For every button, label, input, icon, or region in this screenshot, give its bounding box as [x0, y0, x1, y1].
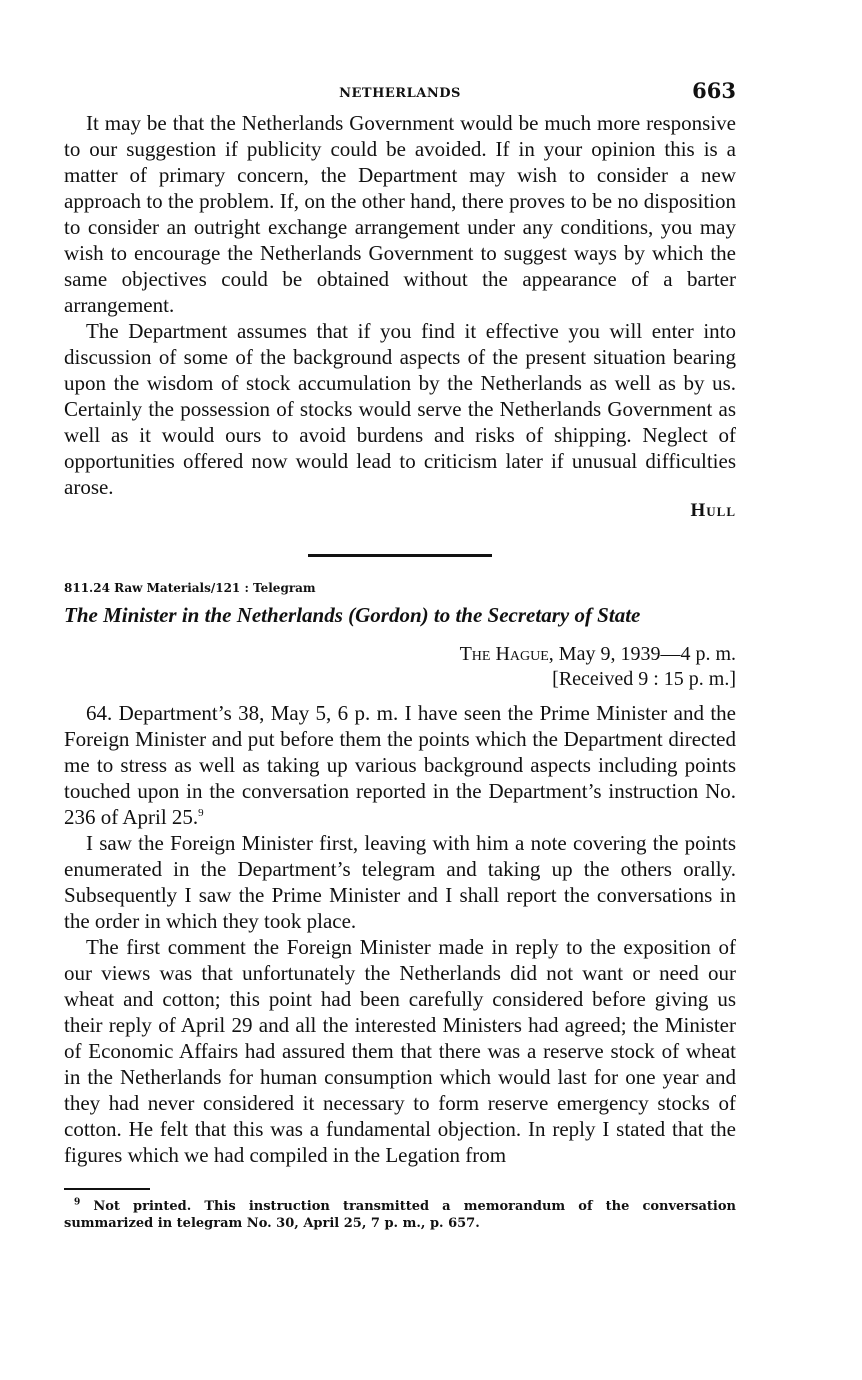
letter-body: [64, 110, 736, 500]
letter-paragraph: The Department assumes that if you find it effective you will enter into discussion of some of the background aspects of the present situation bearing upon the wisdom of stock accumulation by the Netherlands as well as by us. Certainly the possession of stocks would serve the Netherlands Government as well as it would ours to avoid burdens and risks of shipping. Neglect of opportunities offered now would lead to criticism later if unusual difficulties arose.: [64, 319, 736, 499]
telegram-body: [64, 700, 736, 1168]
dateline-date: , May 9, 1939—4 p. m.: [548, 643, 736, 665]
footnote-text: Not printed. This instruction transmitted a memorandum of the conversation summarized in telegram No. 30, April 25, 7 p. m., p. 657.: [64, 1199, 736, 1231]
telegram-paragraph: The first comment the Foreign Minister made in reply to the exposition of our views was that unfortunately the Netherlands did not want or need our wheat and cotton; this point had been carefully considered before giving us their reply of April 29 and all the interested Ministers had agreed; the Minister of Economic Affairs had assured them that there was a reserve stock of wheat in the Netherlands for human consumption which would last for one year and they had never considered it necessary to form reserve emergency stocks of cotton. He felt that this was a fundamental objection. In reply I stated that the figures which we had compiled in the Legation from: [64, 935, 736, 1167]
page-number: 663: [692, 78, 736, 103]
footnote-mark: 9: [74, 1197, 81, 1208]
page: [64, 78, 736, 1232]
footnote-reference[interactable]: 9: [198, 807, 204, 819]
dateline-place: The Hague: [459, 643, 549, 665]
telegram-paragraph: [64, 700, 736, 830]
letter-paragraph: It may be that the Netherlands Government would be much more responsive to our suggestion if publicity could be avoided. If in your opinion this is a matter of primary concern, the Department may wish to consider a new approach to the problem. If, on the other hand, there proves to be no disposition to consider an outright exchange arrangement under any conditions, you may wish to encourage the Netherlands Government to suggest ways by which the same objectives could be obtained without the appearance of a barter arrangement.: [64, 111, 736, 317]
file-reference: 811.24 Raw Materials/121 : Telegram: [64, 581, 316, 595]
document-title: The Minister in the Netherlands (Gordon) to the Secretary of State: [64, 603, 641, 627]
telegram-paragraph-text: 64. Department’s 38, May 5, 6 p. m. I have seen the Prime Minister and the Foreign Minister and put before them the points which the Department directed me to stress as well as taking up various background aspects including points touched upon in the conversation reported in the Department’s instruction No. 236 of April 25.: [64, 701, 736, 829]
signature: Hull: [690, 500, 736, 521]
received-time: [Received 9 : 15 p. m.]: [552, 668, 736, 690]
footnote-divider: [64, 1188, 150, 1190]
section-divider: [308, 554, 492, 557]
footnote: [64, 1198, 736, 1232]
dateline: [64, 642, 736, 667]
running-head: [64, 78, 736, 110]
running-title: NETHERLANDS: [339, 86, 461, 101]
telegram-paragraph: I saw the Foreign Minister first, leaving with him a note covering the points enumerated in the Department’s telegram and taking up the others orally. Subsequently I saw the Prime Minister and I shall report the conversations in the order in which they took place.: [64, 831, 736, 933]
